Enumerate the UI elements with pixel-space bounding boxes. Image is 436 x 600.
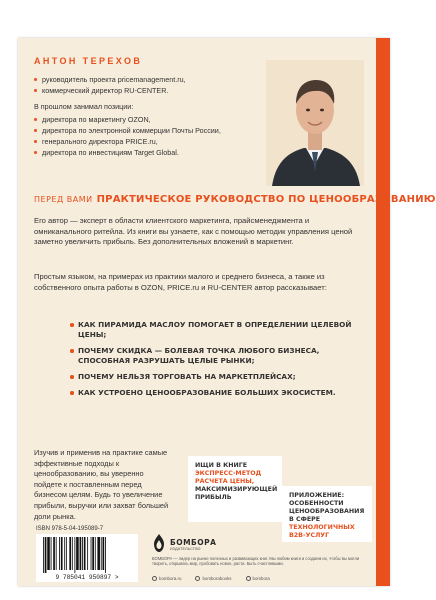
portrait-illustration: [266, 60, 364, 186]
isbn-text: ISBN 978-5-04-195089-7: [36, 526, 104, 532]
bio-item: коммерческий директор RU-CENTER.: [34, 85, 264, 96]
key-point: ПОЧЕМУ НЕЛЬЗЯ ТОРГОВАТЬ НА МАРКЕТПЛЕЙСАХ;: [70, 372, 360, 382]
barcode-bar: [47, 537, 50, 570]
barcode-digits: 9 785041 950897 >: [36, 574, 138, 582]
social-link[interactable]: bomborabooks: [195, 576, 231, 581]
social-link[interactable]: bombora: [246, 576, 270, 581]
author-name: АНТОН ТЕРЕХОВ: [34, 56, 143, 66]
appendix-box: [282, 486, 372, 542]
vk-icon: [195, 576, 200, 581]
barcode-bar: [97, 537, 100, 570]
barcode-bar: [59, 537, 60, 570]
book-back-cover: [18, 38, 436, 586]
intro-paragraph: Его автор — эксперт в области клиентского маркетинга, прайсменеджмента и омниканального ритейла. Из книги вы узнаете, как с помощью методик управления ценой заметно увеличить прибыль. Без дополнительных вложений в маркетинг.: [34, 216, 353, 246]
headline-main: ПРАКТИЧЕСКОЕ РУКОВОДСТВО ПО ЦЕНООБРАЗОВАНИЮ: [96, 194, 436, 205]
barcode-bar: [103, 537, 105, 570]
barcode-bar: [72, 537, 73, 570]
box-left-line2: МАКСИМИЗИРУЮЩЕЙ ПРИБЫЛЬ: [195, 486, 278, 501]
barcode-bar: [66, 537, 67, 570]
key-point: КАК ПИРАМИДА МАСЛОУ ПОМОГАЕТ В ОПРЕДЕЛЕНИИ ЦЕЛЕВОЙ ЦЕНЫ;: [70, 320, 360, 340]
express-method-box: [188, 456, 282, 522]
headline-prefix: ПЕРЕД ВАМИ: [34, 195, 93, 204]
barcode-bar: [92, 537, 94, 570]
barcode-bar: [51, 537, 52, 570]
barcode-bar: [61, 537, 63, 570]
second-paragraph: Простым языком, на примерах из практики малого и среднего бизнеса, а также из собственного опыта работы в OZON, PRICE.ru и RU-CENTER автор рассказывает:: [34, 272, 327, 292]
barcode-bar: [43, 537, 44, 573]
website-link[interactable]: bombora.ru: [152, 576, 181, 581]
barcode-bar: [69, 537, 71, 570]
barcode-bar: [45, 537, 47, 573]
globe-icon: [152, 576, 157, 581]
author-portrait: [266, 60, 364, 186]
box-left-line1: ИЩИ В КНИГЕ: [195, 462, 248, 469]
bio-item: генерального директора PRICE.ru,: [34, 136, 264, 147]
box-right-highlight: ТЕХНОЛОГИЧНЫХ B2B-УСЛУГ: [289, 524, 355, 539]
bio-item: директора по инвестициям Target Global.: [34, 147, 264, 158]
publisher-name: БОМБОРА: [170, 538, 217, 547]
key-point: ПОЧЕМУ СКИДКА — БОЛЕВАЯ ТОЧКА ЛЮБОГО БИЗНЕСА, СПОСОБНАЯ РАЗРУШАТЬ ЦЕЛЫЕ РЫНКИ;: [70, 346, 360, 366]
barcode-bar: [64, 537, 65, 570]
box-left-highlight: ЭКСПРЕСС-МЕТОД РАСЧЕТА ЦЕНЫ,: [195, 470, 262, 485]
barcode-bar: [84, 537, 86, 570]
key-point: КАК УСТРОЕНО ЦЕНООБРАЗОВАНИЕ БОЛЬШИХ ЭКОСИСТЕМ.: [70, 388, 360, 398]
barcode-bar: [87, 537, 88, 570]
headline: [34, 194, 436, 206]
bombora-logo-icon: [152, 534, 166, 552]
barcode-bar: [53, 537, 55, 570]
cover-spine: [376, 38, 390, 586]
box-right-line1: ПРИЛОЖЕНИЕ: ОСОБЕННОСТИ ЦЕНООБРАЗОВАНИЯ В СФЕРЕ: [289, 492, 365, 523]
barcode-bar: [74, 537, 75, 573]
author-bio: [34, 74, 264, 158]
barcode-bar: [80, 537, 82, 570]
key-points-list: [70, 320, 360, 404]
barcode-bar: [76, 537, 79, 570]
barcode-graphic: [40, 537, 134, 573]
telegram-icon: [246, 576, 251, 581]
barcode: [36, 534, 138, 574]
publisher-subtitle: ИЗДАТЕЛЬСТВО: [170, 547, 201, 551]
bio-item: директора по электронной коммерции Почты России,: [34, 125, 264, 136]
closing-paragraph: Изучив и применив на практике самые эффективные подходы к ценообразованию, вы уверенно пойдете к поставленным перед бизнесом целям. Будь то увеличение прибыли, выручки или захват большей доли рынка.: [34, 448, 169, 521]
publisher-description: БОМБОРА — лидер на рынке полезных и развивающих книг. Мы любим книги и создаем их, чтобы вы могли творить, открывать мир, пробовать новое, расти. Быть счастливыми.: [152, 556, 360, 567]
barcode-bar: [56, 537, 57, 570]
bio-item: директора по маркетингу OZON,: [34, 114, 264, 125]
bio-item: руководитель проекта pricemanagement.ru,: [34, 74, 264, 85]
barcode-bar: [101, 537, 102, 570]
barcode-bar: [105, 537, 106, 573]
publisher-links: [152, 576, 366, 581]
barcode-bar: [91, 537, 92, 570]
barcode-bar: [82, 537, 83, 570]
previous-roles-label: В прошлом занимал позиции:: [34, 102, 134, 111]
barcode-bar: [95, 537, 96, 570]
